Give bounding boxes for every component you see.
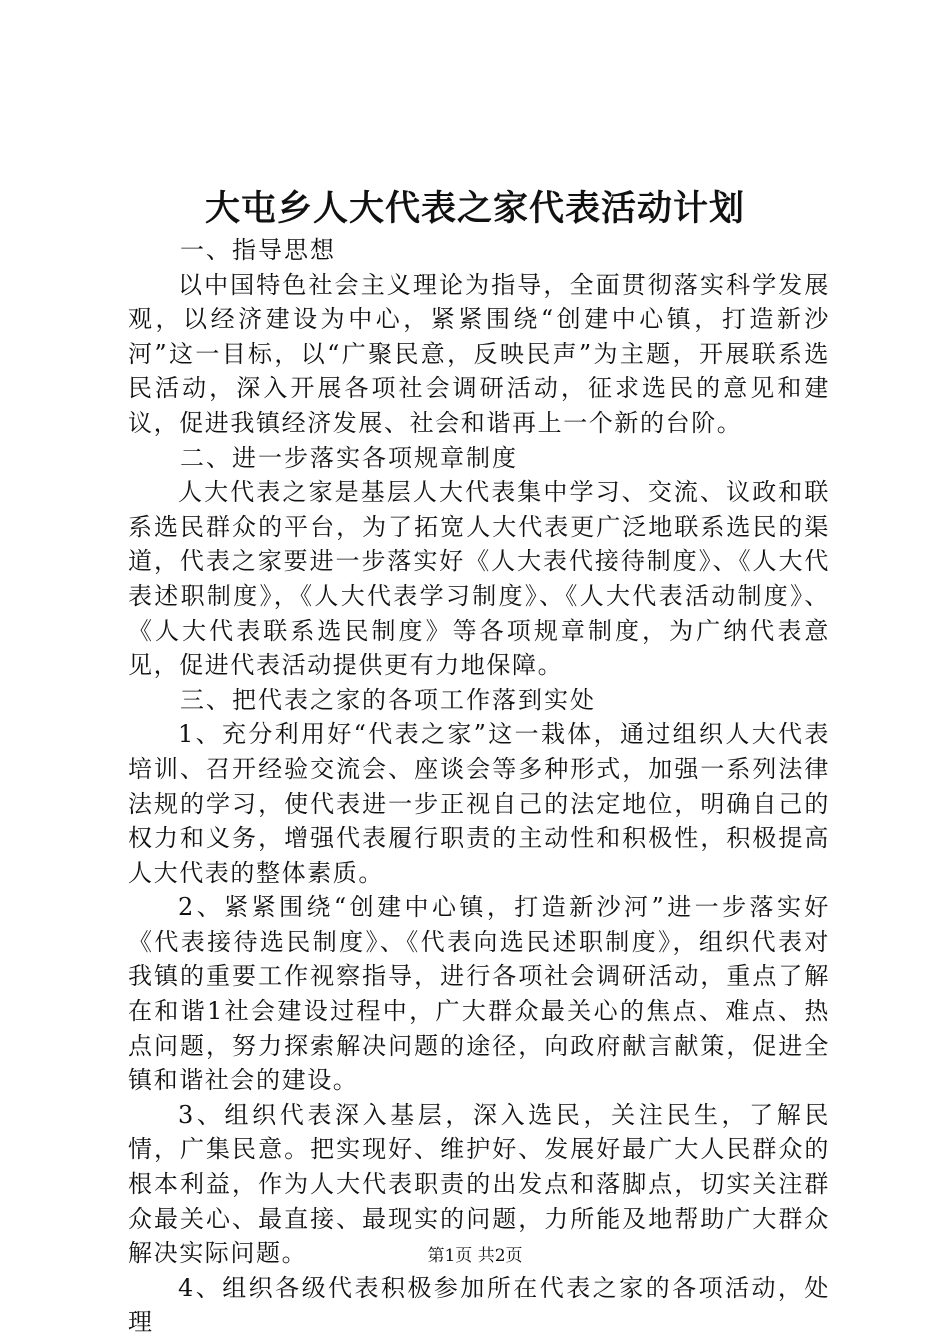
document-body <box>128 233 830 1340</box>
section-heading: 三、把代表之家的各项工作落到实处 <box>180 685 596 714</box>
paragraph: 人大代表之家是基层人大代表集中学习、交流、议政和联系选民群众的平台，为了拓宽人大代表更广泛地联系选民的渠道，代表之家要进一步落实好《人大表代接待制度》、《人大代表述职制度》，《人大代表学习制度》、《人大代表活动制度》、《人大代表联系选民制度》等各项规章制度，为广纳代表意见，促进代表活动提供更有力地保障。 <box>128 478 830 680</box>
section-heading: 一、指导思想 <box>180 236 336 264</box>
paragraph: 4、组织各级代表积极参加所在代表之家的各项活动，处理 <box>128 1273 830 1337</box>
section-heading: 二、进一步落实各项规章制度 <box>180 443 518 472</box>
paragraph: 以中国特色社会主义理论为指导，全面贯彻落实科学发展观，以经济建设为中心，紧紧围绕“创建中心镇，打造新沙河”这一目标，以“广聚民意，反映民声”为主题，开展联系选民活动，深入开展各项社会调研活动，征求选民的意见和建议，促进我镇经济发展、社会和谐再上一个新的台阶。 <box>128 270 830 437</box>
page-footer: 第1页 共2页 <box>427 1246 523 1266</box>
paragraph: 3、组织代表深入基层，深入选民，关注民生，了解民情，广集民意。把实现好、维护好、发展好最广大人民群众的根本利益，作为人大代表职责的出发点和落脚点，切实关注群众最关心、最直接、最现实的问题，力所能及地帮助广大群众解决实际问题。 <box>128 1100 830 1268</box>
paragraph: 1、充分利用好“代表之家”这一栽体，通过组织人大代表培训、召开经验交流会、座谈会等多种形式，加强一系列法律法规的学习，使代表进一步正视自己的法定地位，明确自己的权力和义务，增强代表履行职责的主动性和积极性，积极提高人大代表的整体素质。 <box>128 720 830 887</box>
paragraph: 2、紧紧围绕“创建中心镇，打造新沙河”进一步落实好《代表接待选民制度》、《代表向选民述职制度》，组织代表对我镇的重要工作视察指导，进行各项社会调研活动，重点了解在和谐1社会建设过程中，广大群众最关心的焦点、难点、热点问题，努力探索解决问题的途径，向政府献言献策，促进全镇和谐社会的建设。 <box>128 893 830 1095</box>
document-title: 大屯乡人大代表之家代表活动计划 <box>204 188 745 229</box>
